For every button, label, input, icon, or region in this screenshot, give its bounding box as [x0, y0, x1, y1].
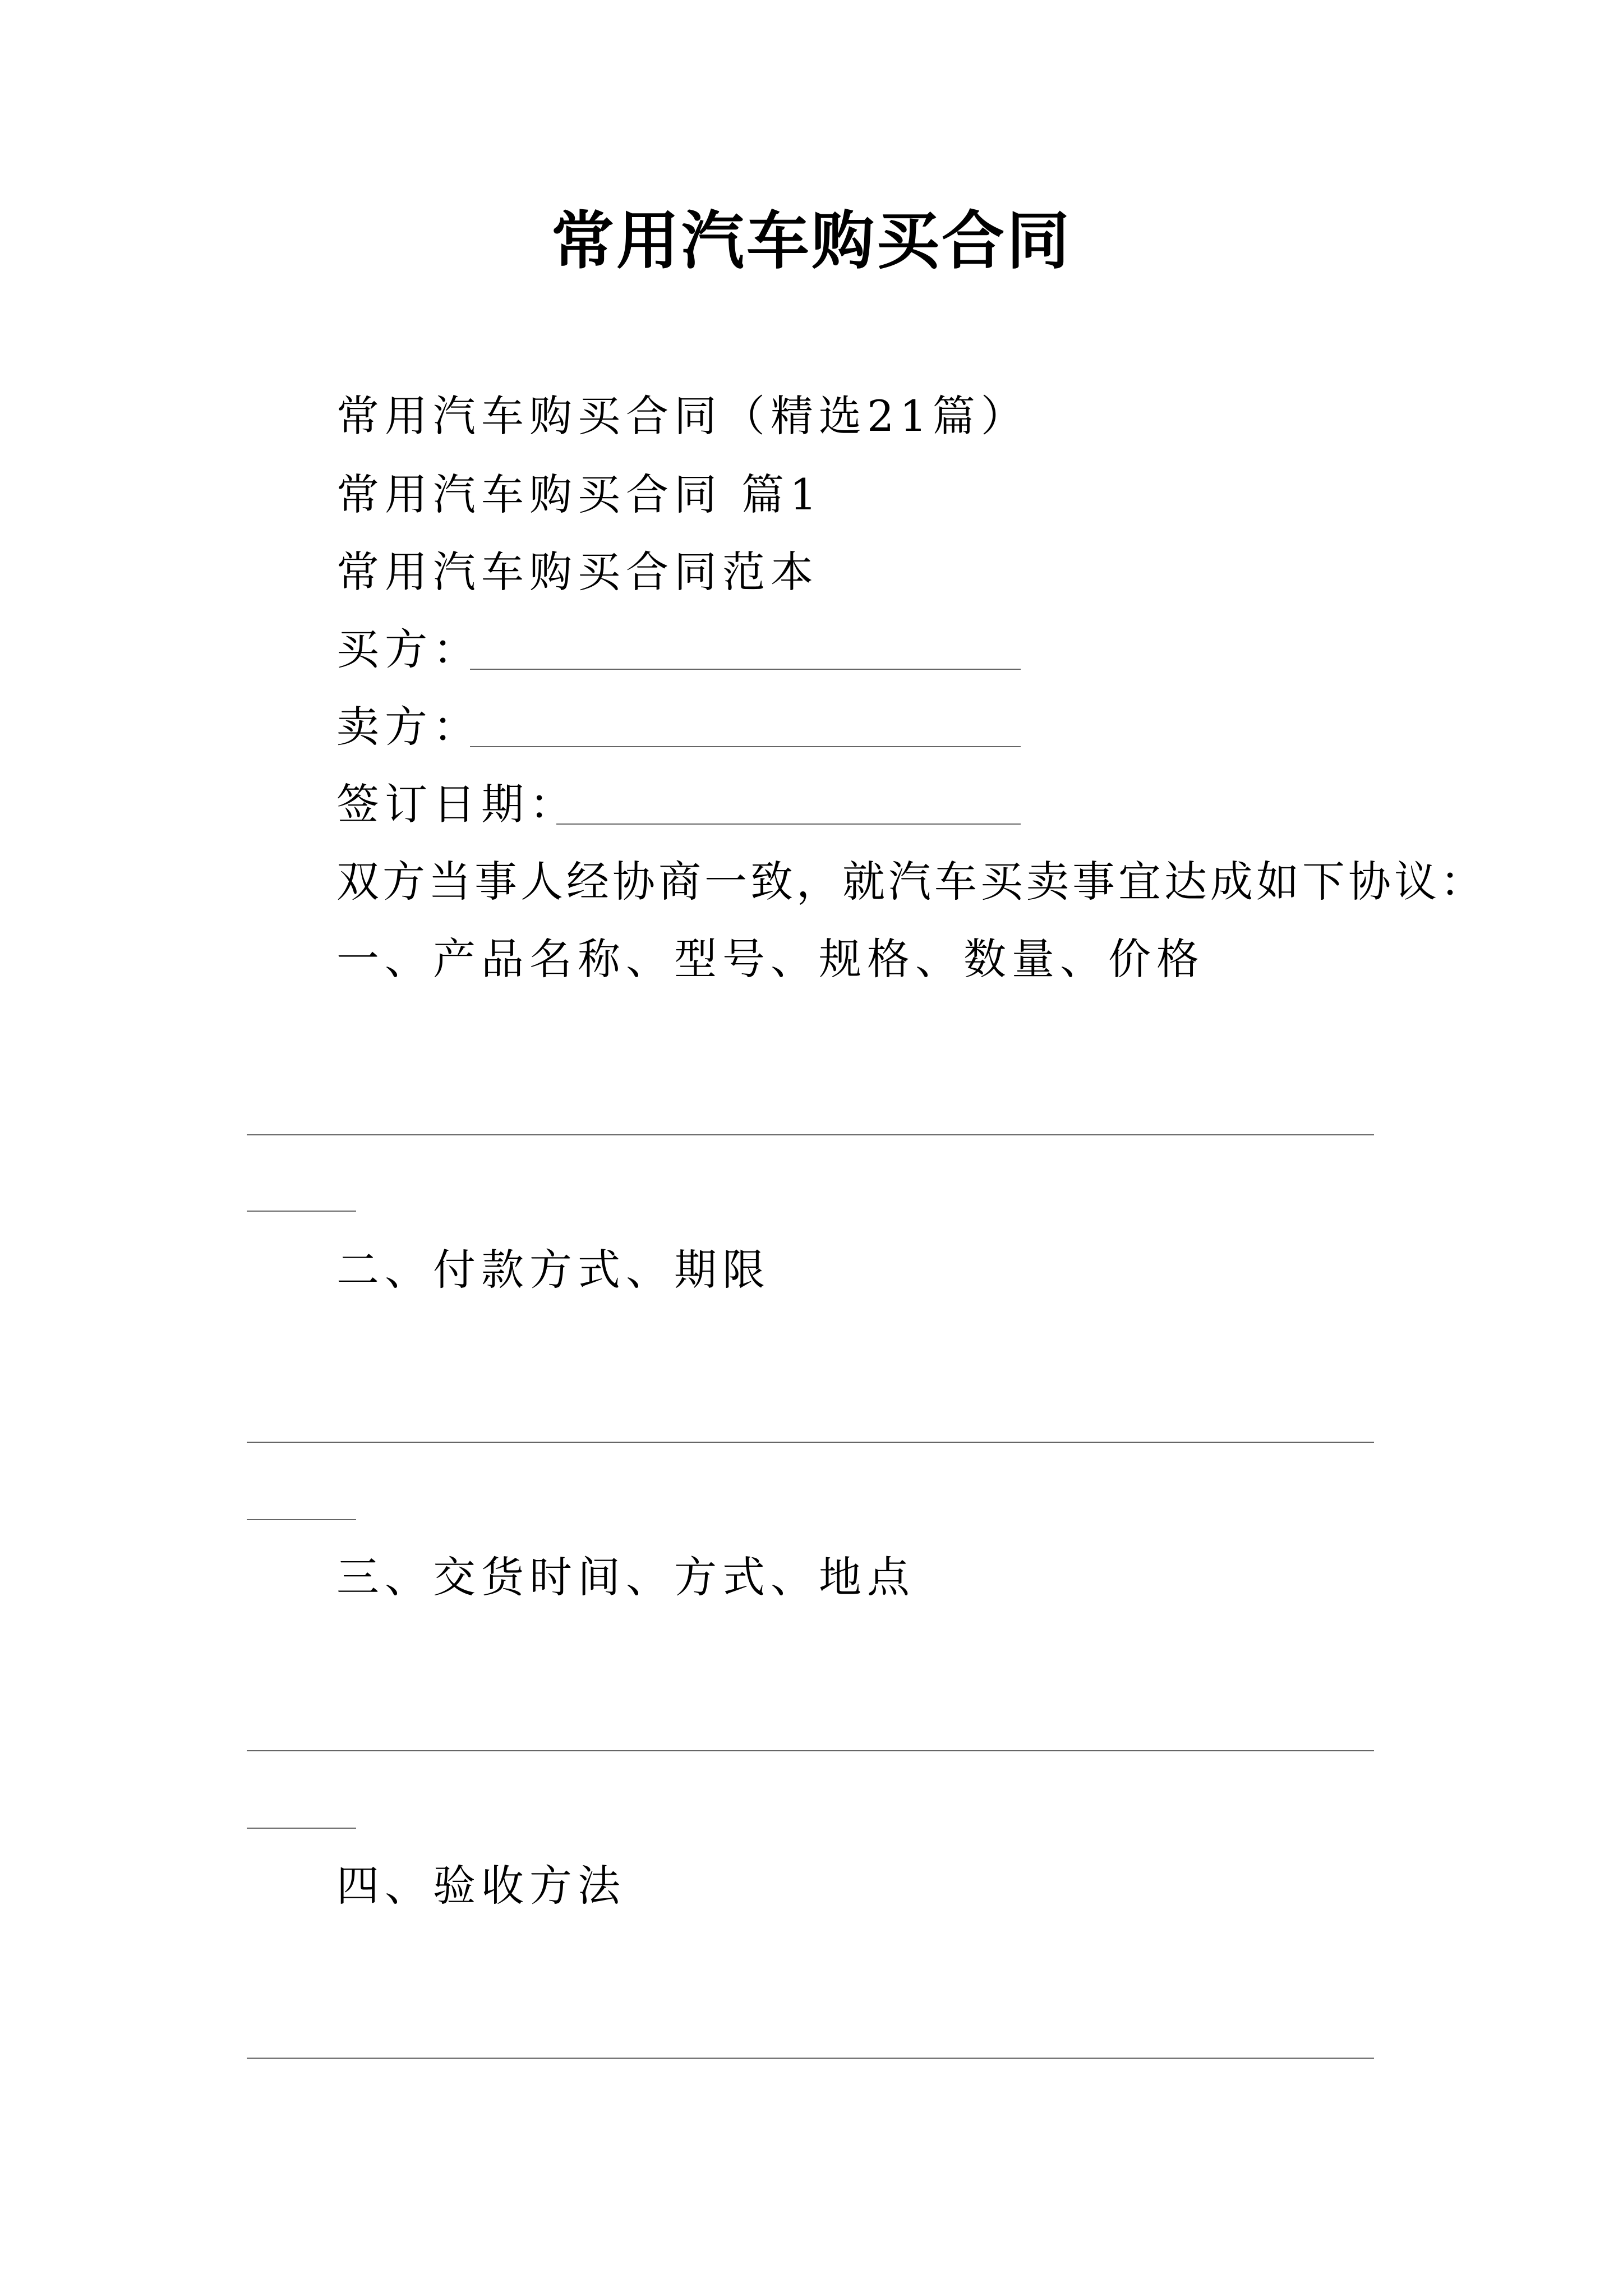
intro-paragraph: 双方当事人经协商一致，就汽车买卖事宜达成如下协议：	[336, 857, 1486, 907]
section-2-fill-line-end	[247, 1519, 356, 1520]
seller-blank-line	[470, 746, 1021, 747]
section-1-heading: 一、产品名称、型号、规格、数量、价格	[336, 934, 1205, 984]
buyer-blank-line	[470, 669, 1021, 670]
section-1-fill-line-end	[247, 1211, 356, 1212]
seller-label: 卖方：	[336, 702, 481, 752]
section-4-fill-line	[247, 2058, 1374, 2059]
template-name: 常用汽车购买合同范本	[336, 547, 819, 597]
date-label: 签订日期：	[336, 779, 578, 829]
section-2-heading: 二、付款方式、期限	[336, 1245, 771, 1295]
section-4-heading: 四、验收方法	[336, 1861, 626, 1911]
date-blank-line	[556, 823, 1021, 825]
document-title: 常用汽车购买合同	[551, 204, 1072, 278]
section-3-fill-line-end	[247, 1828, 356, 1829]
section-3-heading: 三、交货时间、方式、地点	[336, 1552, 915, 1602]
document-subtitle: 常用汽车购买合同（精选21篇）	[336, 391, 1029, 441]
article-heading: 常用汽车购买合同 篇1	[336, 470, 823, 519]
buyer-label: 买方：	[336, 624, 481, 674]
section-2-fill-line	[247, 1442, 1374, 1443]
section-3-fill-line	[247, 1750, 1374, 1751]
section-1-fill-line	[247, 1134, 1374, 1135]
